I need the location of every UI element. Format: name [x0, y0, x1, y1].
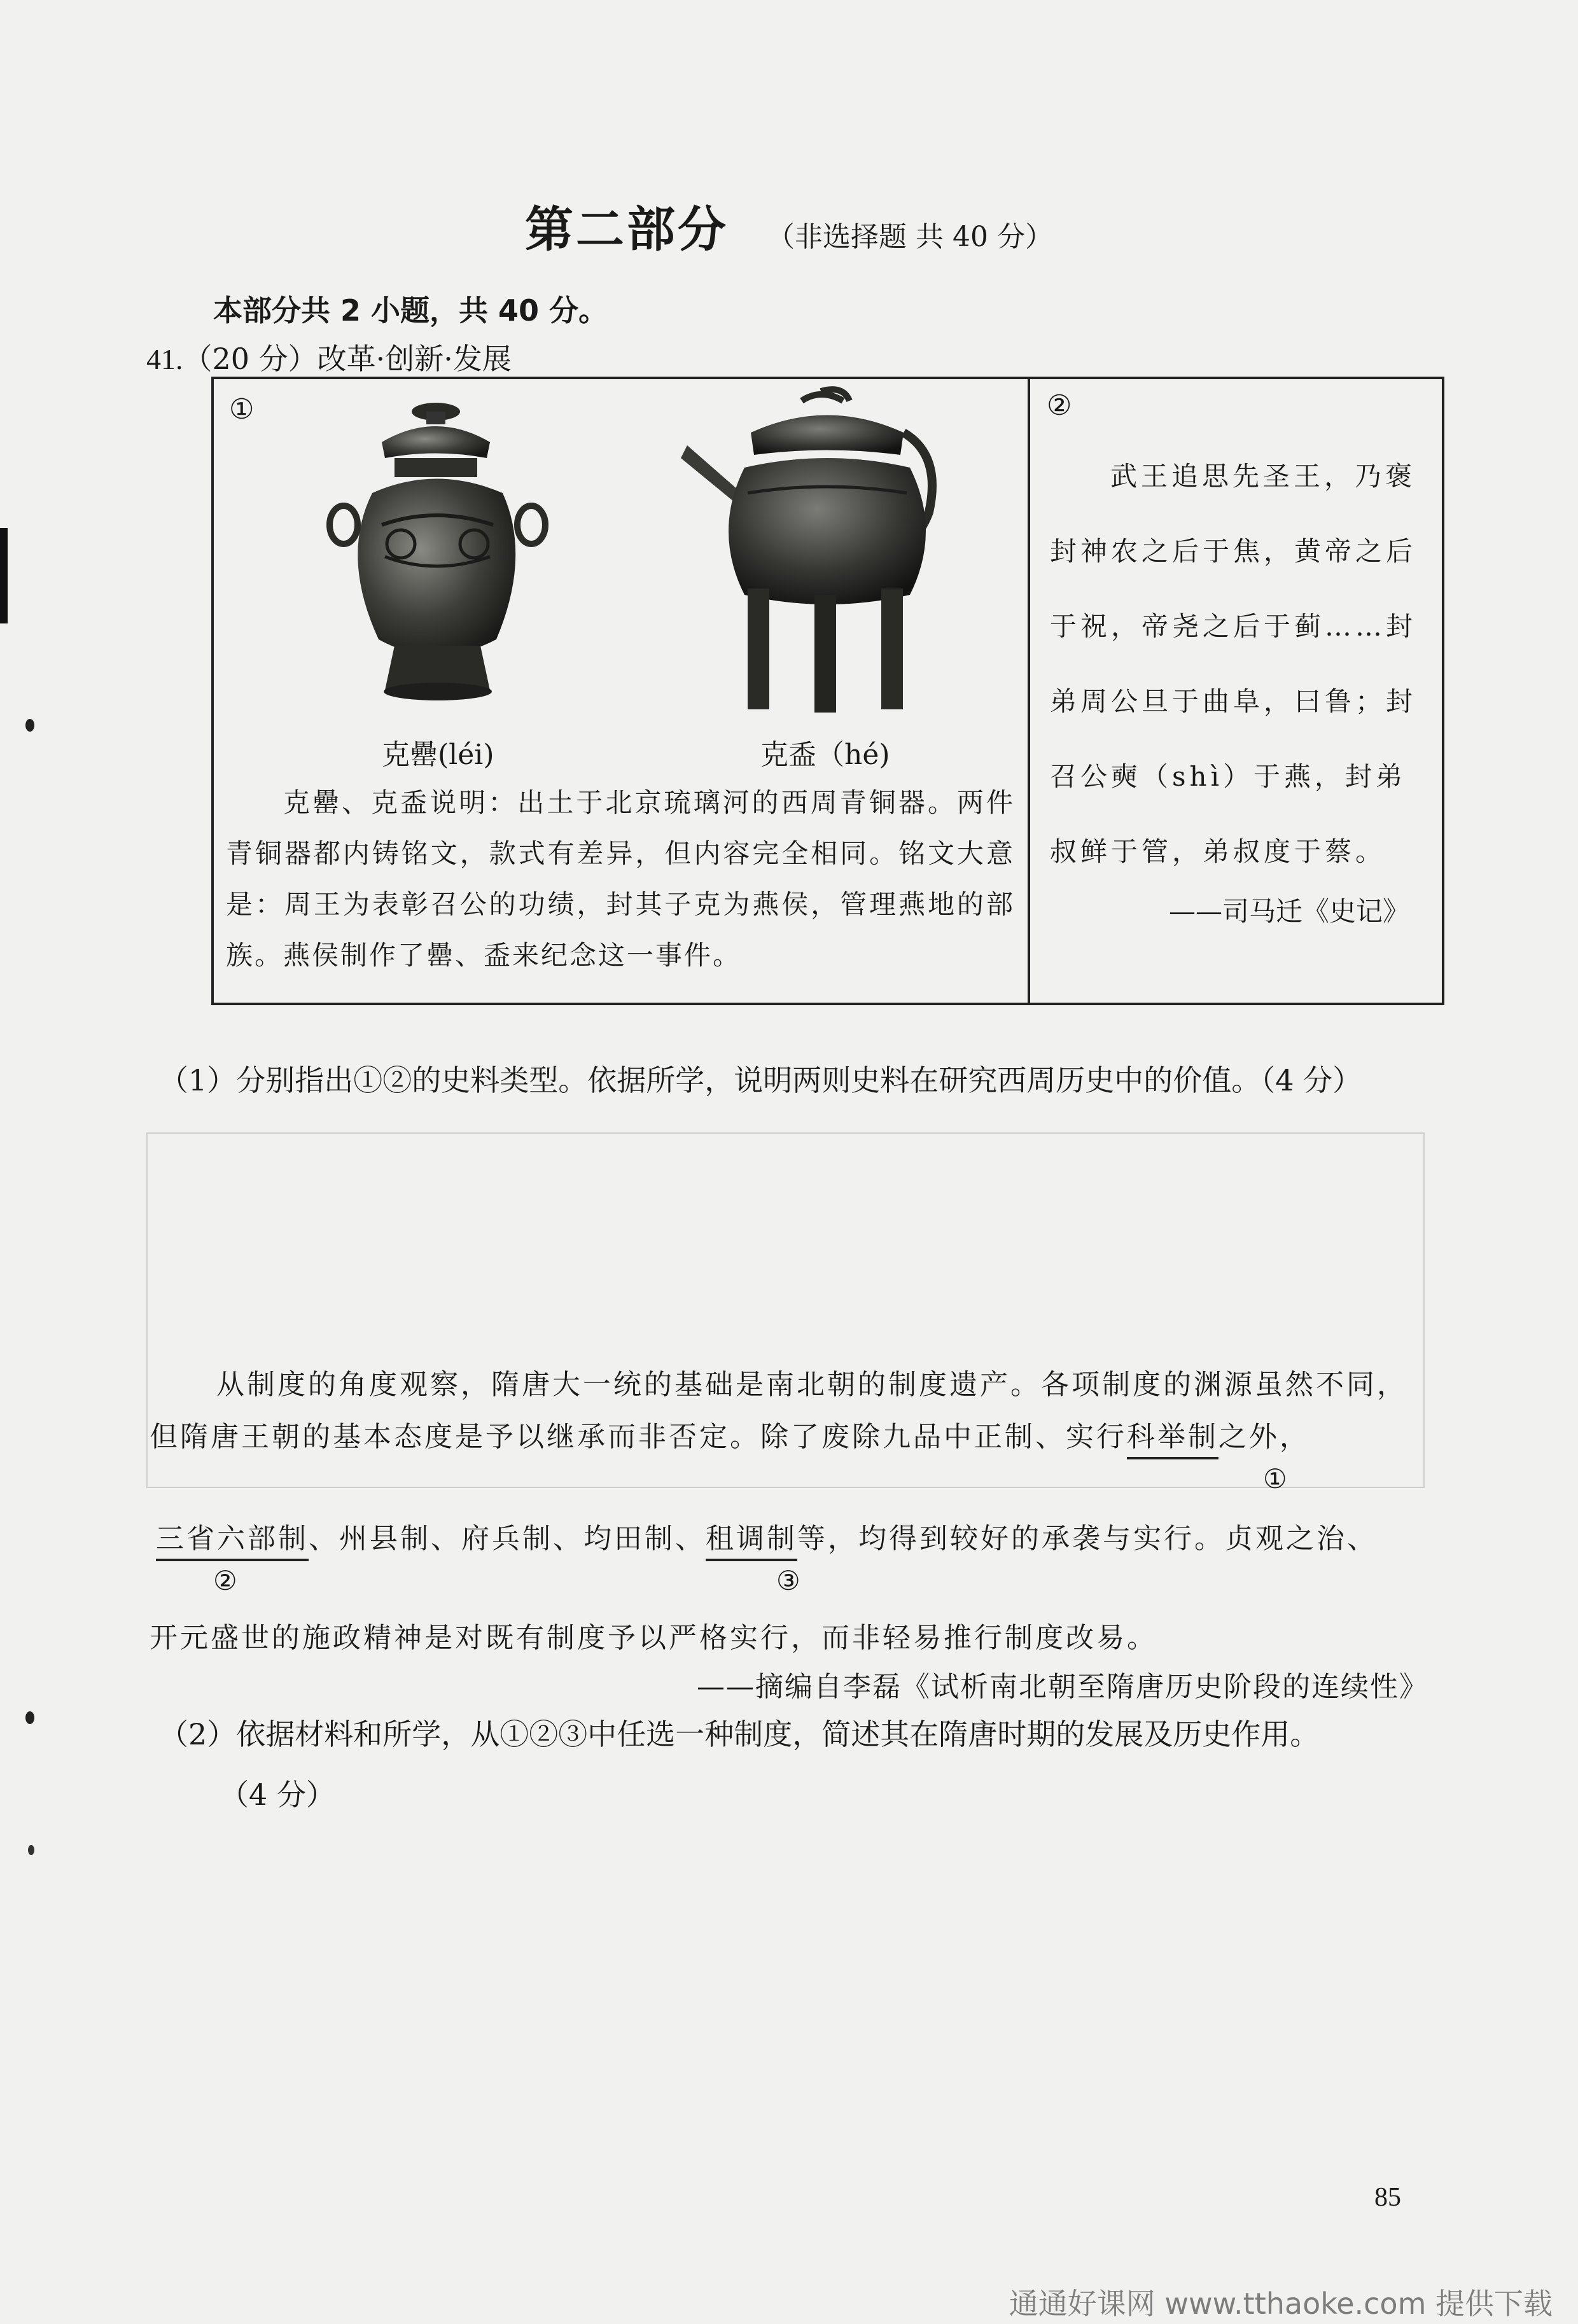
sub-question-1: （1）分别指出①②的史料类型。依据所学，说明两则史料在研究西周历史中的价值。（4 分）	[159, 1063, 1362, 1097]
footer-watermark: 通通好课网 www.tthaoke.com 提供下载	[1009, 2286, 1553, 2321]
mark-3: ③	[776, 1565, 800, 1596]
binding-dot	[25, 719, 34, 732]
material-line-4: 开元盛世的施政精神是对既有制度予以严格实行，而非轻易推行制度改易。	[150, 1622, 1157, 1654]
binding-dot	[25, 1711, 34, 1724]
keju-system: 科举制	[1127, 1421, 1218, 1459]
part-title-main: 第二部分	[525, 201, 729, 258]
material-citation: ——摘编自李磊《试析南北朝至隋唐历史阶段的连续性》	[697, 1671, 1428, 1703]
page-number: 85	[1374, 2183, 1401, 2212]
material-line-2-text: 但隋唐王朝的基本态度是予以继承而非否定。除了废除九品中正制、实行	[150, 1421, 1127, 1453]
sub-question-2-score: （4 分）	[220, 1778, 335, 1812]
part-title-subtitle: （非选择题 共 40 分）	[767, 221, 1053, 253]
ke-lei-caption: 克罍(léi)	[382, 739, 494, 771]
sub-question-2: （2）依据材料和所学，从①②③中任选一种制度，简述其在隋唐时期的发展及历史作用。	[159, 1717, 1320, 1751]
three-departments-six-ministries: 三省六部制	[156, 1522, 309, 1561]
shiji-quote: 武王追思先圣王，乃褒封神农之后于焦，黄帝之后于祝，帝尧之后于蓟……封弟周公旦于曲阜，曰鲁；封召公奭（shì）于燕，封弟叔鲜于管，弟叔度于蔡。	[1050, 461, 1417, 867]
source2-marker: ②	[1047, 389, 1072, 422]
material-line-1: 从制度的角度观察，隋唐大一统的基础是南北朝的制度遗产。各项制度的渊源虽然不同，	[216, 1368, 1407, 1401]
question-header-text: （20 分）改革·创新·发展	[183, 342, 512, 376]
material-line-3	[156, 1515, 1378, 1556]
material-line-3-mid: 、州县制、府兵制、均田制、	[309, 1522, 706, 1555]
shiji-citation: ——司马迁《史记》	[1168, 896, 1409, 927]
binding-dot	[28, 1845, 34, 1855]
part-intro: 本部分共 2 小题，共 40 分。	[213, 293, 608, 328]
ke-he-caption: 克盉（hé)	[760, 739, 890, 771]
ke-lei-vessel-image	[312, 398, 566, 716]
ke-he-vessel-image	[674, 385, 967, 722]
binding-mark	[0, 528, 8, 623]
material-line-2-end: 之外，	[1218, 1421, 1310, 1453]
material-line-3-end: 等，均得到较好的承袭与实行。贞观之治、	[797, 1522, 1378, 1555]
question-number: 41.	[146, 343, 183, 375]
part-title	[0, 191, 1578, 260]
mark-2: ②	[213, 1565, 237, 1596]
material-line-2	[150, 1414, 1310, 1454]
mark-1: ①	[1263, 1463, 1287, 1494]
source1-description: 克罍、克盉说明：出土于北京琉璃河的西周青铜器。两件青铜器都内铸铭文，款式有差异，但内容完全相同。铭文大意是：周王为表彰召公的功绩，封其子克为燕侯，管理燕地的部族。燕侯制作了罍、盉来纪念这一事件。	[226, 787, 1015, 971]
source1-marker: ①	[229, 393, 255, 426]
zudiao-system: 租调制	[706, 1522, 797, 1561]
source-box-divider	[1028, 377, 1030, 1005]
question-41-header	[146, 336, 512, 378]
